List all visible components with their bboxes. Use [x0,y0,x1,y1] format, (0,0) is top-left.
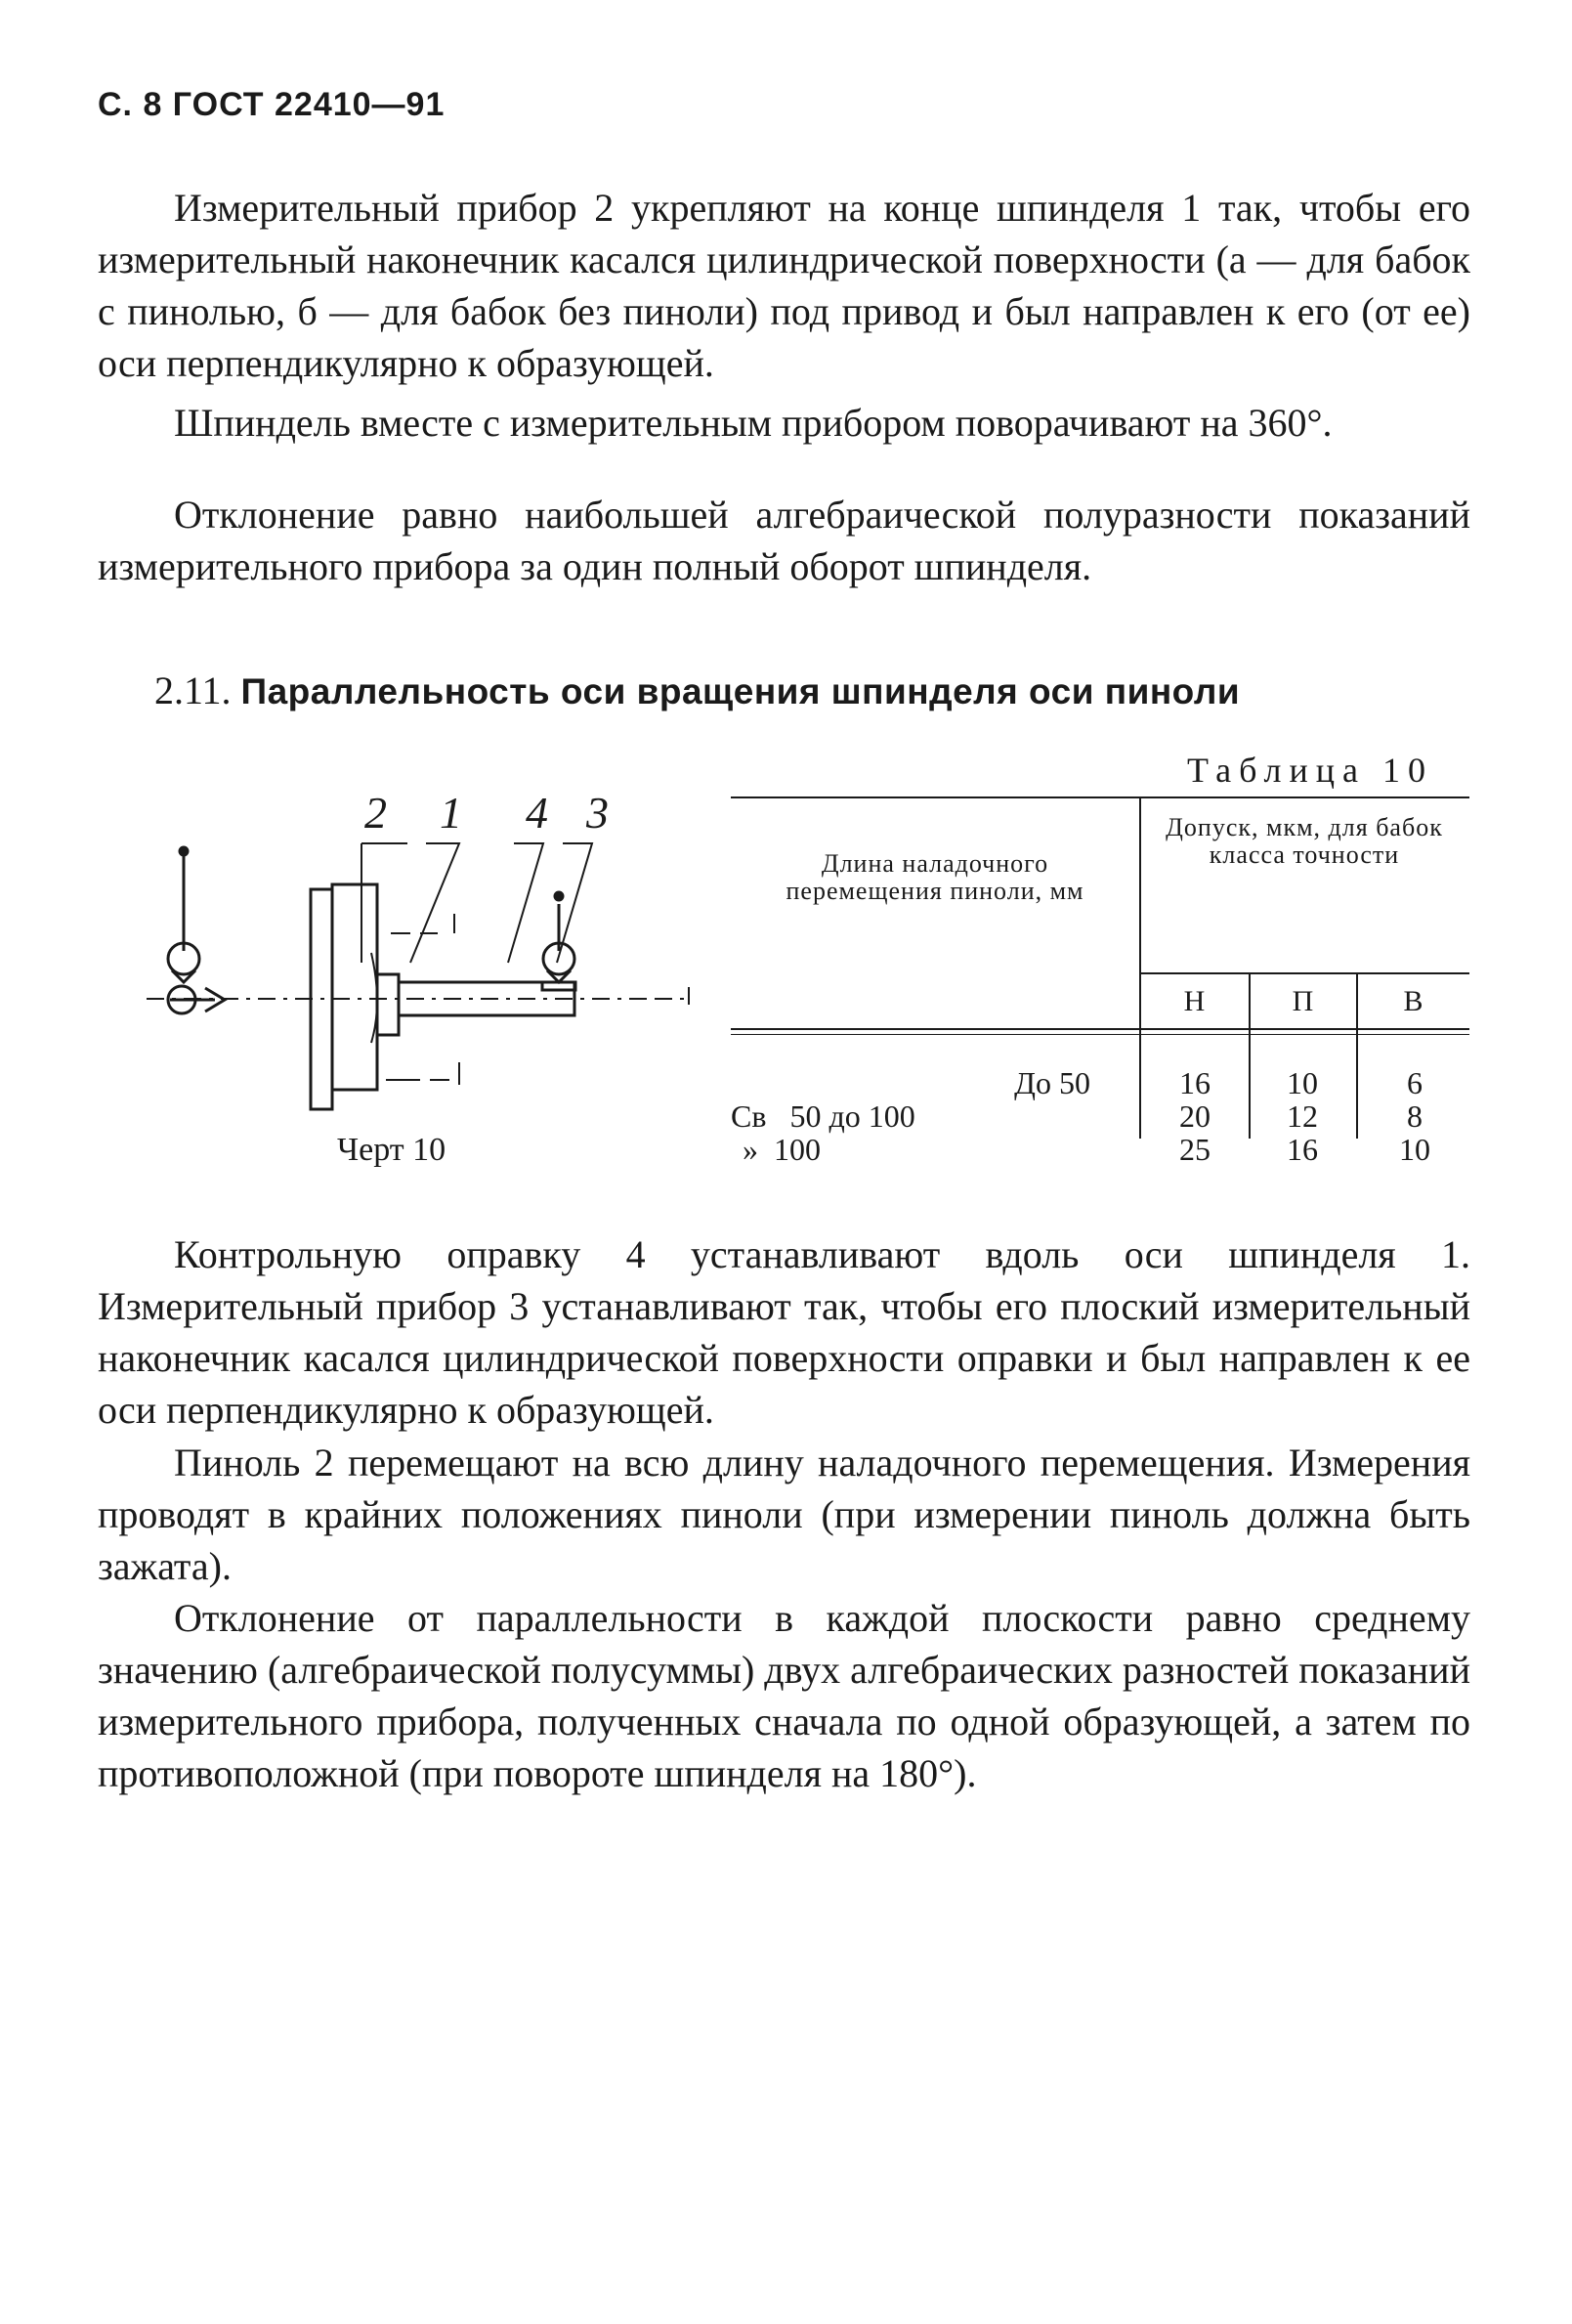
callout-label-2: 2 [364,788,387,838]
bottom-dimension [386,1062,459,1085]
col-header-length: Длина наладочного перемещения пиноли, мм [786,849,1084,905]
paragraph-instrument-mounting [98,182,1470,389]
class-header-n: Н [1183,985,1207,1017]
paragraph-text: Пиноль 2 перемещают на всю длину наладочного перемещения. Измерения проводят в крайних положениях пиноли (при измерении пиноль должна быть зажата). [98,1441,1470,1588]
callout-label-3: 3 [586,788,609,838]
paragraph-text: Шпиндель вместе с измерительным прибором поворачивают на 360°. [174,401,1333,445]
row-length-1: До 50 [1014,1065,1090,1100]
paragraph-text: Отклонение от параллельности в каждой плоскости равно среднему значению (алгебраической полусуммы) двух алгебраических разностей показаний измерительного прибора, полученных сначала по одной образующей, а затем по противоположной (при повороте шпинделя на 180°). [98,1596,1470,1795]
headstock-body [332,884,377,1090]
drawing-svg [127,787,713,1119]
indicator-ball [555,892,563,900]
class-header-v: В [1403,985,1424,1017]
row-length-3: » 100 [743,1132,821,1167]
cell-r2-v: 8 [1407,1098,1423,1134]
section-title [154,667,1240,713]
table-caption: Таблица 10 [1187,751,1433,790]
paragraph-pinole-movement [98,1437,1470,1592]
leader-line-2 [361,843,407,963]
cell-r3-p: 16 [1287,1132,1318,1167]
table-header-rule-double [731,1034,1469,1035]
cell-r3-n: 25 [1179,1132,1211,1167]
leader-line-1 [410,843,459,963]
row-length-2: Св 50 до 100 [731,1098,915,1134]
paragraph-mandrel-setup [98,1228,1470,1436]
table-divider-1 [1139,796,1141,1139]
drawing-10 [127,787,713,1124]
paragraph-spindle-rotation [98,397,1470,449]
table-header-rule [731,1028,1469,1030]
col-header-tolerance: Допуск, мкм, для бабок класса точности [1166,813,1443,869]
cell-r1-n: 16 [1179,1065,1211,1100]
table-class-rule [1139,972,1469,974]
left-indicator-ball [180,847,188,855]
axis-line [147,987,689,1011]
callout-label-4: 4 [526,788,548,838]
page-header: С. 8 ГОСТ 22410—91 [98,86,446,123]
spindle-flange [377,974,399,1035]
paragraph-text: Контрольную оправку 4 устанавливают вдоль оси шпинделя 1. Измерительный прибор 3 устанавливают так, чтобы его плоский измерительный наконечник касался цилиндрической поверхности оправки и был направлен к ее оси перпендикулярно к образующей. [98,1232,1470,1432]
paragraph-text: Измерительный прибор 2 укрепляют на конце шпинделя 1 так, чтобы его измерительный наконечник касался цилиндрической поверхности (а — для бабок с пинолью, б — для бабок без пиноли) под привод и был направлен к его (от ее) оси перпендикулярно к образующей. [98,186,1470,385]
section-title-text: Параллельность оси вращения шпинделя оси пиноли [240,671,1241,711]
cell-r2-p: 12 [1287,1098,1318,1134]
cell-r1-p: 10 [1287,1065,1318,1100]
paragraph-parallelism-deviation [98,1592,1470,1799]
indicator-base [542,982,575,990]
table-10 [731,796,1469,1167]
cell-r2-n: 20 [1179,1098,1211,1134]
indicator-tip [547,970,571,982]
figure-caption: Черт 10 [337,1132,446,1168]
cell-r3-v: 10 [1399,1132,1430,1167]
paragraph-deviation-definition [98,489,1470,592]
table-top-rule [731,796,1469,798]
callout-label-1: 1 [440,788,462,838]
cell-r1-v: 6 [1407,1065,1423,1100]
left-indicator-tip [172,970,195,982]
class-header-p: П [1292,985,1315,1017]
paragraph-text: Отклонение равно наибольшей алгебраической полуразности показаний измерительного прибора за один полный оборот шпинделя. [98,493,1470,588]
section-number: 2.11. [154,668,232,712]
leader-line-4 [508,843,543,963]
